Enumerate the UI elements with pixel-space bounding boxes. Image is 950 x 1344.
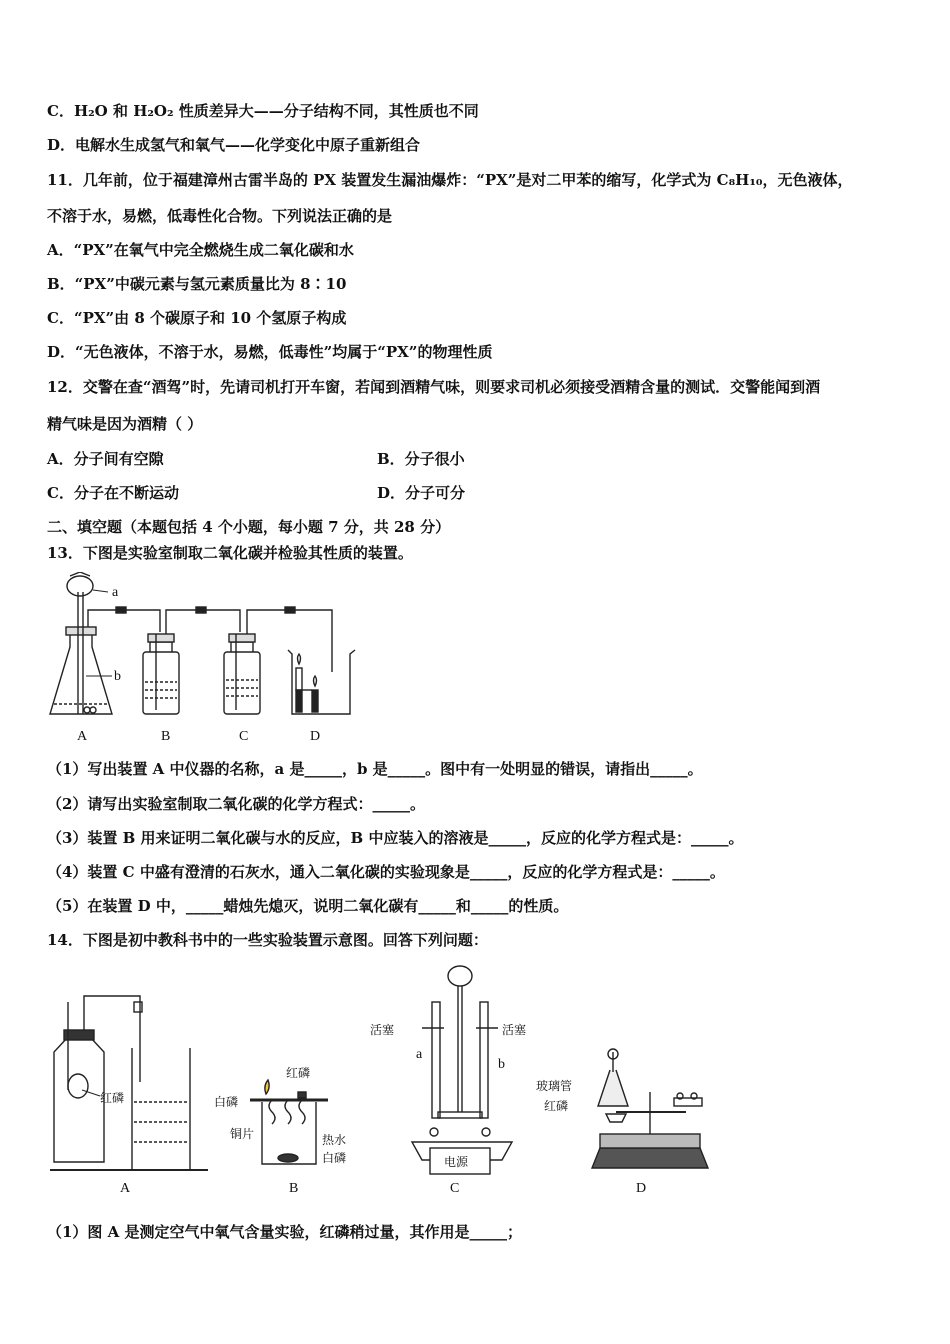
q14-caption-b: B bbox=[289, 1181, 299, 1196]
c-power-label: 电源 bbox=[444, 1155, 469, 1169]
figure-a-bottle bbox=[50, 996, 208, 1170]
q10-option-c: C．H₂O 和 H₂O₂ 性质差异大——分子结构不同，其性质也不同 bbox=[47, 102, 479, 120]
q12-option-d: D．分子可分 bbox=[377, 484, 466, 502]
q11-stem-line1: 11．几年前，位于福建漳州古雷半岛的 PX 装置发生漏油爆炸：“PX”是对二甲苯的缩写，化学式为 C₈H₁₀，无色液体， bbox=[47, 171, 853, 189]
b-white-p-top-label: 白磷 bbox=[214, 1095, 239, 1109]
q12-stem-line2: 精气味是因为酒精（ ） bbox=[47, 415, 203, 433]
caption-b: B bbox=[161, 729, 171, 744]
q14-sub1: （1）图 A 是测定空气中氧气含量实验，红磷稍过量，其作用是_____； bbox=[47, 1223, 523, 1241]
q11-option-d: D．“无色液体，不溶于水，易燃，低毒性”均属于“PX”的物理性质 bbox=[47, 343, 493, 361]
beaker-d bbox=[288, 650, 355, 714]
c-stopcock-left-label: 活塞 bbox=[370, 1023, 395, 1037]
q13-stem: 13．下图是实验室制取二氧化碳并检验其性质的装置。 bbox=[47, 544, 413, 562]
q13-sub4: （4）装置 C 中盛有澄清的石灰水，通入二氧化碳的实验现象是_____，反应的化学方程式是：_____。 bbox=[47, 863, 725, 881]
q14-apparatus-figure bbox=[40, 962, 720, 1202]
q12-option-a: A．分子间有空隙 bbox=[47, 450, 164, 468]
figure-d-balance bbox=[592, 1049, 708, 1168]
caption-a: A bbox=[77, 729, 88, 744]
figure-c-electrolysis bbox=[412, 966, 512, 1174]
gas-bottle-b bbox=[116, 607, 240, 714]
q12-option-c: C．分子在不断运动 bbox=[47, 484, 179, 502]
c-label-a: a bbox=[416, 1047, 423, 1062]
d-glass-tube-label: 玻璃管 bbox=[536, 1079, 573, 1093]
b-red-p-label: 红磷 bbox=[286, 1066, 311, 1080]
q11-option-c: C．“PX”由 8 个碳原子和 10 个氢原子构成 bbox=[47, 309, 347, 327]
c-label-b: b bbox=[498, 1057, 505, 1072]
q10-option-d: D．电解水生成氢气和氧气——化学变化中原子重新组合 bbox=[47, 136, 421, 154]
q14-caption-d: D bbox=[636, 1181, 647, 1196]
b-hot-water-label: 热水 bbox=[322, 1133, 347, 1147]
q13-sub5: （5）在装置 D 中，_____蜡烛先熄灭，说明二氧化碳有_____和_____的性质。 bbox=[47, 897, 569, 915]
a-red-p-label: 红磷 bbox=[100, 1091, 125, 1105]
figure-b-beaker bbox=[250, 1080, 328, 1164]
label-b: b bbox=[114, 669, 121, 684]
q11-option-b: B．“PX”中碳元素与氢元素质量比为 8∶10 bbox=[47, 275, 347, 293]
caption-c: C bbox=[239, 729, 249, 744]
section-heading: 二、填空题（本题包括 4 个小题，每小题 7 分，共 28 分） bbox=[47, 518, 451, 536]
q14-caption-c: C bbox=[450, 1181, 460, 1196]
q13-sub2: （2）请写出实验室制取二氧化碳的化学方程式：_____。 bbox=[47, 795, 425, 813]
q11-option-a: A．“PX”在氧气中完全燃烧生成二氧化碳和水 bbox=[47, 241, 354, 259]
q14-caption-a: A bbox=[120, 1181, 131, 1196]
q14-stem: 14．下图是初中教科书中的一些实验装置示意图。回答下列问题： bbox=[47, 931, 488, 949]
b-white-p-bottom-label: 白磷 bbox=[322, 1151, 347, 1165]
q11-stem-line2: 不溶于水，易燃，低毒性化合物。下列说法正确的是 bbox=[47, 207, 393, 225]
b-copper-label: 铜片 bbox=[230, 1127, 255, 1141]
q13-apparatus-figure bbox=[40, 572, 370, 750]
label-a: a bbox=[112, 585, 119, 600]
d-red-p-label: 红磷 bbox=[544, 1099, 569, 1113]
q12-stem-line1: 12．交警在查“酒驾”时，先请司机打开车窗，若闻到酒精气味，则要求司机必须接受酒精含量的测试．交警能闻到酒 bbox=[47, 378, 821, 396]
q12-option-b: B．分子很小 bbox=[377, 450, 465, 468]
q13-sub1: （1）写出装置 A 中仪器的名称，a 是_____，b 是_____。图中有一处明显的错误，请指出_____。 bbox=[47, 760, 703, 778]
caption-d: D bbox=[310, 729, 321, 744]
q13-sub3: （3）装置 B 用来证明二氧化碳与水的反应，B 中应装入的溶液是_____，反应的化学方程式是：_____。 bbox=[47, 829, 744, 847]
c-stopcock-right-label: 活塞 bbox=[502, 1023, 527, 1037]
